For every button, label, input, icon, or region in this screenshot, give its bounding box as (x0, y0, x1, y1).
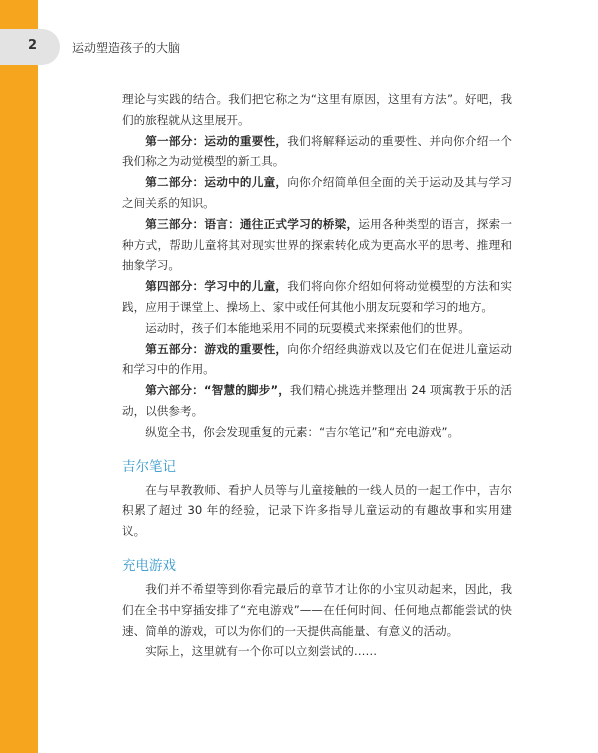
games-paragraph-2: 实际上，这里就有一个你可以立刻尝试的…… (145, 644, 378, 659)
part-6-text: 我们精心挑选并整理出 24 项寓教于乐的活动，以供参考。 (122, 383, 512, 418)
part-4-label: 第四部分：学习中的儿童， (145, 279, 288, 294)
part-3-paragraph (122, 214, 512, 276)
part-3-label: 第三部分：语言：通往正式学习的桥梁， (145, 216, 359, 231)
part-4-text: 我们将向你介绍如何将动觉模型的方法和实践，应用于课堂上、操场上、家中或任何其他小朋友玩耍和学习的地方。 (122, 279, 512, 314)
section-heading-notes: 吉尔笔记 (122, 458, 176, 475)
side-color-bar (0, 0, 38, 753)
part-4-paragraph (122, 276, 512, 318)
page-number: 2 (28, 38, 38, 53)
part-2-text: 向你介绍简单但全面的关于运动及其与学习之间关系的知识。 (122, 175, 512, 210)
part-6-paragraph (122, 380, 512, 422)
part-5-paragraph (122, 339, 512, 381)
intro-paragraph: 理论与实践的结合。我们把它称之为“这里有原因，这里有方法”。好吧，我们的旅程就从这里展开。 (122, 92, 512, 127)
notes-paragraph: 在与早教教师、看护人员等与儿童接触的一线人员的一起工作中，吉尔积累了超过 30 年的经验，记录下许多指导儿童运动的有趣故事和实用建议。 (122, 482, 512, 539)
summary-paragraph: 纵览全书，你会发现重复的元素：“吉尔笔记”和“充电游戏”。 (145, 424, 460, 439)
interlude-paragraph: 运动时，孩子们本能地采用不同的玩耍模式来探索他们的世界。 (145, 320, 470, 335)
body-text (122, 89, 512, 662)
part-1-paragraph (122, 131, 512, 173)
running-title: 运动塑造孩子的大脑 (72, 41, 181, 55)
games-paragraph-1: 我们并不希望等到你看完最后的章节才让你的小宝贝动起来，因此，我们在全书中穿插安排了“充电游戏”——在任何时间、任何地点都能尝试的快速、简单的游戏，可以为你们的一天提供高能量、有意义的活动。 (122, 581, 512, 638)
section-heading-games: 充电游戏 (122, 557, 176, 574)
part-3-text: 运用各种类型的语言，探索一种方式，帮助儿童将其对现实世界的探索转化成为更高水平的思考、推理和抽象学习。 (122, 216, 512, 273)
part-6-label: 第六部分：“智慧的脚步”， (145, 383, 290, 398)
part-1-text: 我们将解释运动的重要性、并向你介绍一个我们称之为动觉模型的新工具。 (122, 133, 512, 169)
part-5-text: 向你介绍经典游戏以及它们在促进儿童运动和学习中的作用。 (122, 341, 512, 377)
part-5-label: 第五部分：游戏的重要性， (145, 341, 288, 356)
part-2-paragraph (122, 172, 512, 214)
part-1-label: 第一部分：运动的重要性， (145, 133, 288, 148)
part-2-label: 第二部分：运动中的儿童， (145, 175, 288, 190)
